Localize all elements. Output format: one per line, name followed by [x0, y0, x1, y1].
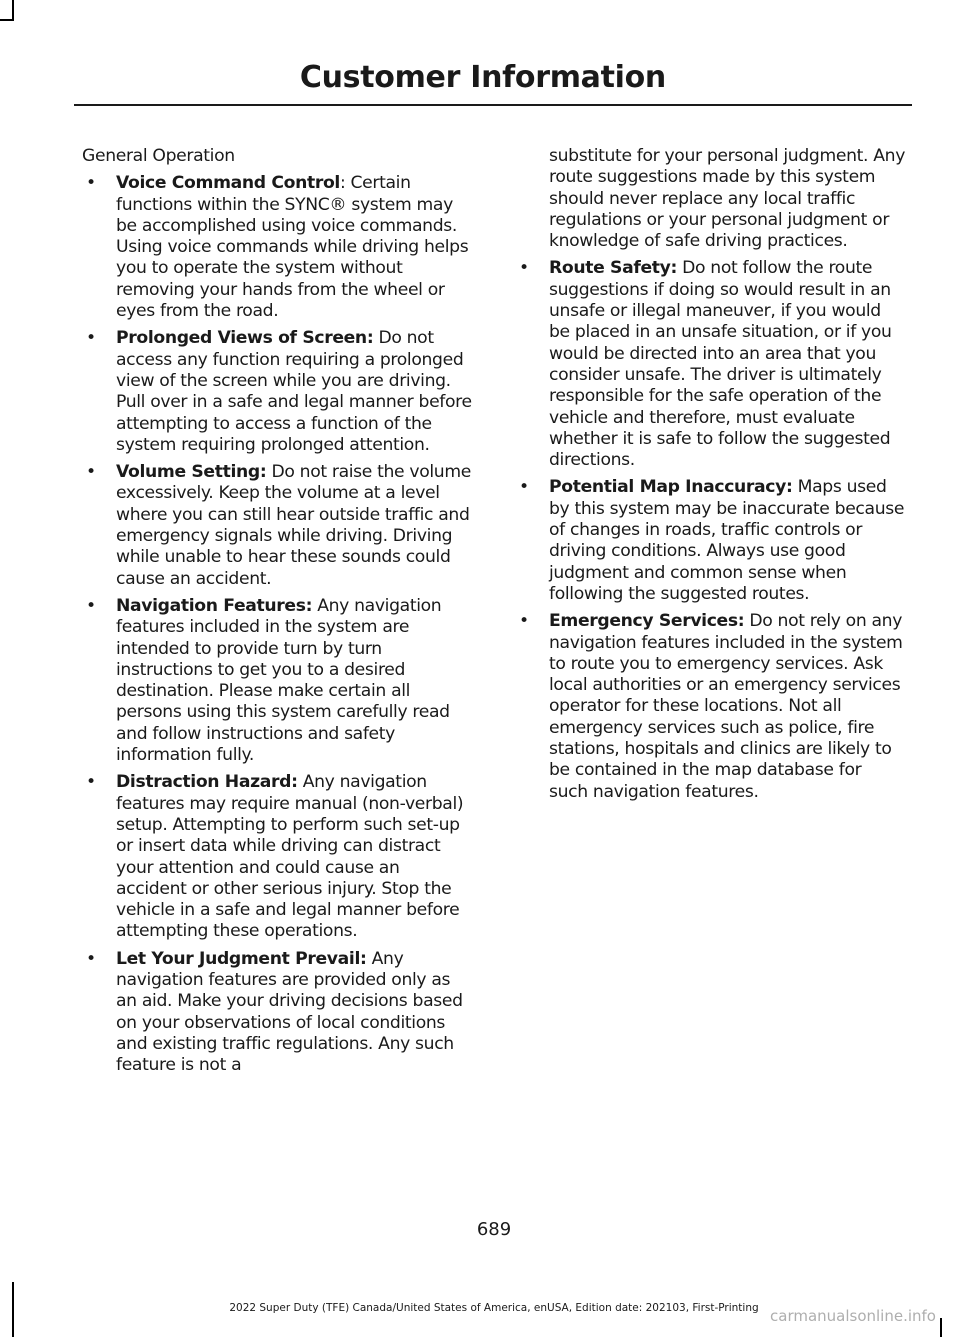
- bullet-glyph: •: [86, 173, 96, 194]
- item-term: Route Safety:: [549, 258, 677, 279]
- list-item-emergency-services: [515, 611, 905, 803]
- header-divider: [74, 104, 912, 106]
- list-item-route-safety: [515, 258, 905, 471]
- bullet-glyph: •: [86, 328, 96, 349]
- item-term: Emergency Services:: [549, 611, 745, 632]
- watermark: carmanualsonline.info: [770, 1307, 936, 1325]
- bullet-glyph: •: [519, 611, 529, 632]
- right-column: [515, 146, 905, 809]
- list-item-prolonged-views: [82, 328, 472, 456]
- crop-mark-top-left-horizontal: [0, 19, 14, 21]
- item-text: Maps used by this system may be inaccurate because of changes in roads, traffic controls or driving conditions. Always use good judgment and common sense when following the suggested routes.: [549, 477, 905, 604]
- item-text: Any navigation features are provided only as an aid. Make your driving decisions based on your observations of local conditions and existing traffic regulations. Any such feature is not a: [116, 948, 463, 1076]
- crop-mark-top-left-vertical: [12, 0, 14, 20]
- right-bullet-list: [515, 258, 905, 802]
- left-column: [82, 146, 472, 1082]
- list-item-distraction-hazard: [82, 772, 472, 942]
- continued-paragraph: substitute for your personal judgment. Any route suggestions made by this system should never replace any local traffic regulations or your personal judgment or knowledge of safe driving practices.: [549, 146, 906, 252]
- item-text: Any navigation features may require manual (non-verbal) setup. Attempting to perform such set-up or insert data while driving can distract your attention and could cause an accident or other serious injury. Stop the vehicle in a safe and legal manner before attempting these operations.: [116, 772, 464, 942]
- bullet-glyph: •: [86, 772, 96, 793]
- bullet-glyph: •: [86, 595, 96, 616]
- section-intro: General Operation: [82, 146, 235, 166]
- list-item-voice-command-control: [82, 173, 472, 322]
- item-term: Voice Command Control: [116, 173, 340, 194]
- item-term: Navigation Features:: [116, 595, 313, 616]
- item-term: Potential Map Inaccuracy:: [549, 477, 793, 498]
- bullet-glyph: •: [86, 948, 96, 969]
- item-text: : Certain functions within the SYNC® system may be accomplished using voice commands. Using voice commands while driving helps you to operate the system without removing your hands from the wheel or eyes from the road.: [116, 173, 469, 322]
- item-term: Volume Setting:: [116, 462, 267, 483]
- list-item-navigation-features: [82, 596, 472, 766]
- item-text: Do not rely on any navigation features included in the system to route you to emergency services. Ask local authorities or an emergency services operator for these locations. Not all emergency services such as police, fire stations, hospitals and clinics are likely to be contained in the map database for such navigation features.: [549, 611, 903, 802]
- item-term: Prolonged Views of Screen:: [116, 328, 374, 349]
- crop-mark-bottom-right-vertical: [940, 1318, 942, 1337]
- list-item-let-your-judgment-prevail: [82, 949, 472, 1077]
- page-number: 689: [476, 1219, 512, 1240]
- item-text: Do not raise the volume excessively. Keep the volume at a level where you can still hear outside traffic and emergency signals while driving. Driving while unable to hear these sounds could cause an accident.: [116, 462, 471, 589]
- item-text: Do not access any function requiring a prolonged view of the screen while you are driving. Pull over in a safe and legal manner before attempting to access a function of the system requiring prolonged attention.: [116, 328, 472, 455]
- item-term: Distraction Hazard:: [116, 772, 298, 793]
- footer-edition-info: 2022 Super Duty (TFE) Canada/United States of America, enUSA, Edition date: 202103, First-Printing: [229, 1302, 759, 1314]
- bullet-glyph: •: [519, 477, 529, 498]
- item-term: Let Your Judgment Prevail:: [116, 948, 367, 969]
- bullet-glyph: •: [86, 462, 96, 483]
- item-text: Do not follow the route suggestions if doing so would result in an unsafe or illegal maneuver, if you would be placed in an unsafe situation, or if you would be directed into an area that you consider unsafe. The driver is ultimately responsible for the safe operation of the vehicle and therefore, must evaluate whether it is safe to follow the suggested directions.: [549, 258, 892, 471]
- page-title: Customer Information: [299, 60, 666, 95]
- list-item-volume-setting: [82, 462, 472, 590]
- list-item-potential-map-inaccuracy: [515, 477, 905, 605]
- left-bullet-list: [82, 173, 472, 1076]
- item-text: Any navigation features included in the system are intended to provide turn by turn instructions to get you to a desired destination. Please make certain all persons using this system carefully read and follow instructions and safety information fully.: [116, 595, 450, 766]
- bullet-glyph: •: [519, 258, 529, 279]
